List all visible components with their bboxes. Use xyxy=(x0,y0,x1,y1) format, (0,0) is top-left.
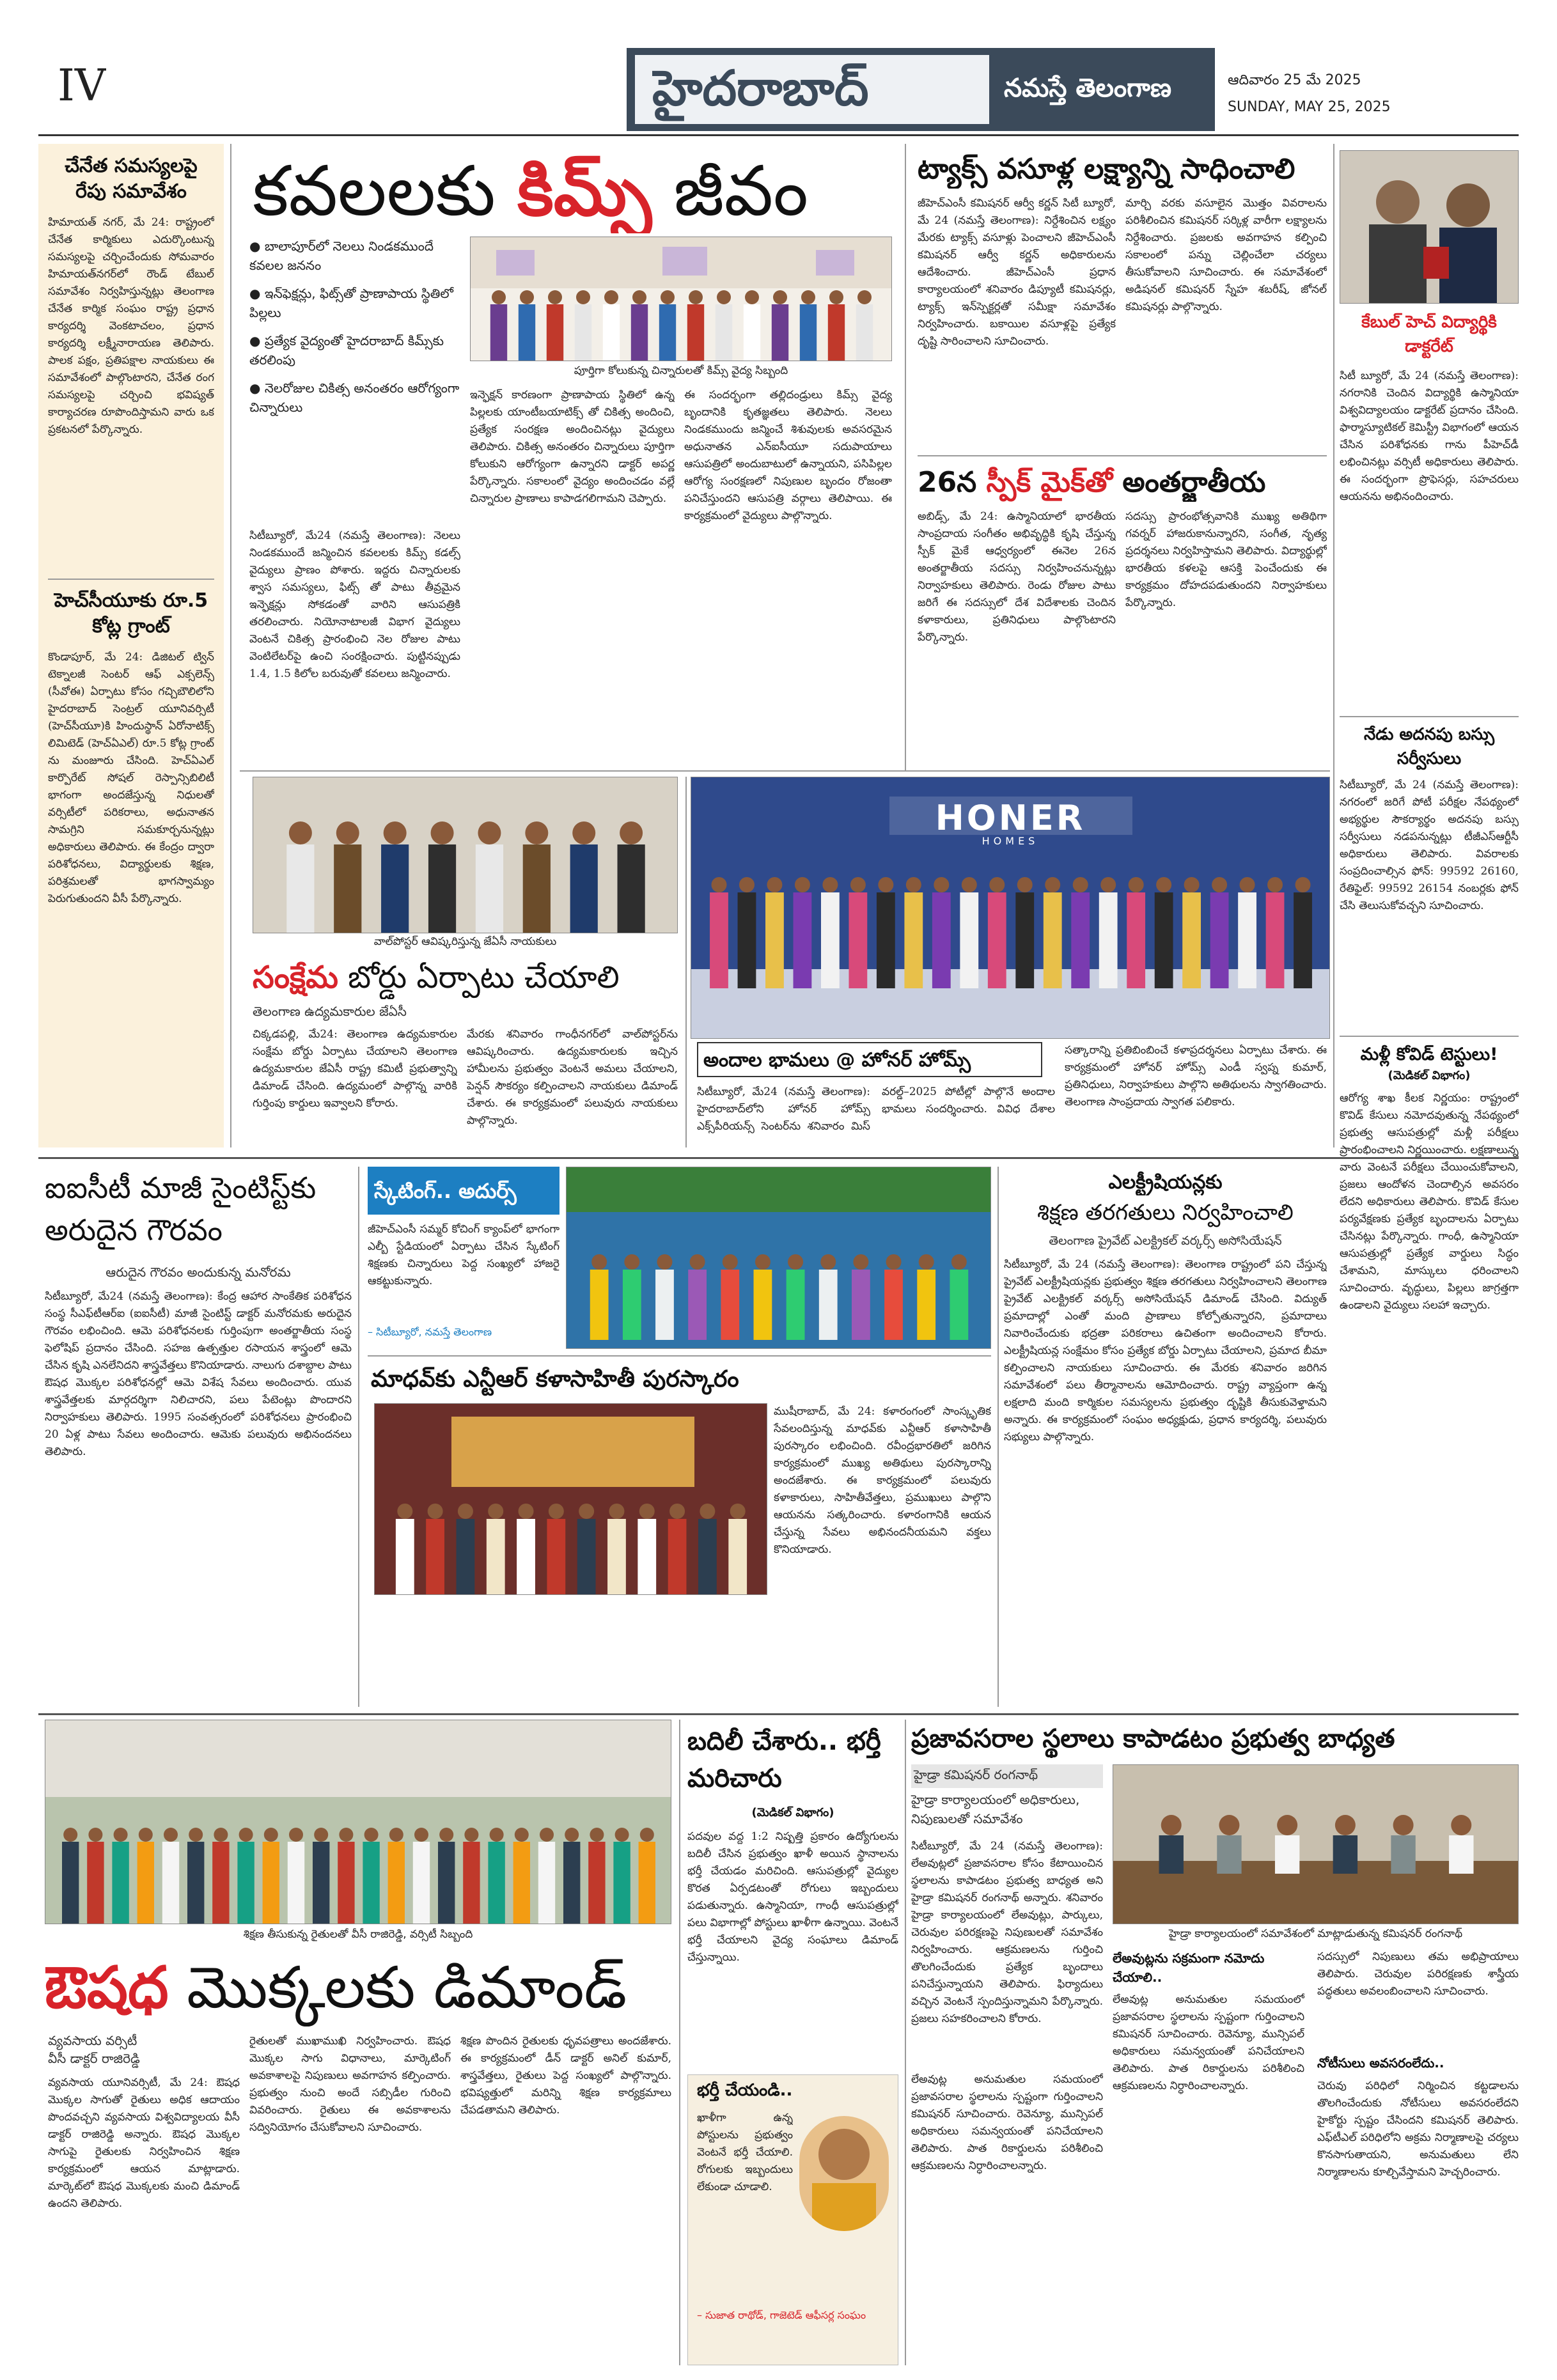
photo-figure-head xyxy=(214,1828,228,1842)
photo-figure-head xyxy=(88,1828,102,1842)
photo-figure xyxy=(463,1842,480,1924)
transfer-box-title: భర్తీ చేయండి.. xyxy=(697,2081,793,2100)
photo-figure xyxy=(547,1519,565,1595)
photo-figure-head xyxy=(549,1504,564,1519)
photo-figure xyxy=(603,304,620,361)
lakes-headline: ప్రజావసరాల స్థలాలు కాపాడటం ప్రభుత్వ బాధ్యత xyxy=(911,1724,1395,1754)
photo-figure-head xyxy=(389,1828,403,1842)
transfer-body: పదవుల వద్ద 1:2 నిష్పత్తి ప్రకారం ఉద్యోగులను బదిలీ చేసిన ప్రభుత్వం ఖాళీ అయిన స్థానాలను భర్తీ చేయడం మరిచింది. ఆసుపత్రుల్లో వైద్యుల కొరత ఏర్పడటంతో రోగులు ఇబ్బందులు పడుతున్నారు. ఉస్మానియా, గాంధీ ఆసుపత్రుల్లో పలు విభాగాల్లో పోస్టులు ఖాళీగా ఉన్నాయి. వెంటనే భర్తీ చేయాలని వైద్య సంఘాలు డిమాండ్ చేస్తున్నాయి. xyxy=(687,1830,898,1964)
ayush-headline xyxy=(45,1950,671,2026)
lakes-col-2: లేఅవుట్ల అనుమతుల సమయంలో ప్రజావసరాల స్థలాలను స్పష్టంగా గుర్తించాలని కమిషనర్ సూచించారు. రెవెన్యూ, మున్సిపల్ అధికారులు సమన్వయంతో పనిచేయాలని తెలిపారు. పాత రికార్డులను పరిశీలించి ఆక్రమణలను నిర్ధారించాలన్నారు. xyxy=(1113,1993,1304,2092)
photo-figure-head xyxy=(239,1828,253,1842)
photo-figure xyxy=(1182,892,1201,988)
right-headline-1: కేబుల్ హెచ్ విద్యార్థికి డాక్టరేట్ xyxy=(1361,313,1497,356)
photo-figure-head xyxy=(829,290,843,304)
lakes-box-title: లేఅవుట్లను సక్రమంగా నమోదు చేయాలి.. xyxy=(1113,1950,1265,1985)
photo-figure xyxy=(396,1519,414,1595)
photo-figure xyxy=(547,304,563,361)
photo-figure-head xyxy=(1017,877,1033,892)
photo-figure xyxy=(786,1270,805,1340)
photo-figure-head xyxy=(572,821,595,844)
electric-subhead: తెలంగాణ ప్రైవేట్ ఎలక్ట్రికల్ వర్కర్స్ అసోసియేషన్ xyxy=(1049,1234,1282,1248)
kims-bullet: ప్రత్యేక వైద్యంతో హైదరాబాద్ కిమ్స్‌కు తరలింపు xyxy=(249,333,444,368)
photo-figure-head xyxy=(711,877,726,892)
tax-col-1: జీహెచ్ఎంసీ కమిషనర్ ఆర్వీ కర్ణన్ సిటీ బ్యూరో, మే 24 (నమస్తే తెలంగాణ): నిర్దేశించిన లక్ష్యం మేరకు ట్యాక్స్ వసూళ్లు పెంచాలని జీహెచ్‌ఎంసీ కమిషనర్ ఆర్వీ కర్ణన్ అధికారులను ఆదేశించారు. జీహెచ్‌ఎంసీ ప్రధాన కార్యాలయంలో శనివారం డిప్యూటీ కమిషనర్లు, ట్యాక్స్ ఇన్‌స్పెక్టర్లతో సమీక్షా సమావేశం నిర్వహించారు. బకాయిల వసూళ్లపై ప్రత్యేక దృష్టి సారించాలని సూచించారు. xyxy=(918,197,1116,348)
photo-figure xyxy=(570,844,598,933)
page-number: IV xyxy=(58,61,106,111)
photo-figure-head xyxy=(458,1504,473,1519)
photo-figure-head xyxy=(519,1504,534,1519)
photo-figure xyxy=(721,1270,739,1340)
photo-figure-head xyxy=(515,1828,529,1842)
photo-figure-head xyxy=(723,1254,738,1270)
photo-figure-head xyxy=(384,821,407,844)
iict-subhead: ఆరుదైన గౌరవం అందుకున్న మనోరమ xyxy=(106,1264,291,1280)
photo-figure-head xyxy=(1161,1815,1182,1835)
photo-figure-head xyxy=(1219,1815,1239,1835)
photo-figure-head xyxy=(609,1504,624,1519)
photo-figure-head xyxy=(604,290,618,304)
speak-headline-b: స్పీక్ మైక్‌తో xyxy=(986,466,1113,499)
photo-figure xyxy=(852,1270,870,1340)
photo-figure-head xyxy=(700,1504,715,1519)
photo-figure-head xyxy=(339,1828,353,1842)
photo-figure-head xyxy=(689,290,703,304)
right-headline-2: నేడు అదనపు బస్సు సర్వీసులు xyxy=(1363,725,1495,768)
photo-figure xyxy=(698,1519,717,1595)
photo-figure xyxy=(618,844,645,933)
kims-headline-a: కవలలకు xyxy=(253,152,496,231)
photo-figure xyxy=(212,1842,229,1924)
photo-figure-head xyxy=(1045,877,1060,892)
madhav-headline: మాధవ్‌కు ఎన్టీఆర్ కళాసాహితీ పురస్కారం xyxy=(371,1366,739,1392)
kims-col-3: ఈ సందర్భంగా తల్లిదండ్రులు కిమ్స్ వైద్య బృందానికి కృతజ్ఞతలు తెలిపారు. నెలలు నిండకముందు జన్మించే శిశువులకు అవసరమైన అధునాతన ఎన్‌ఐసీయూ సదుపాయాలు ఆసుపత్రిలో అందుబాటులో ఉన్నాయని, పసిపిల్లల ఆరోగ్య సంరక్షణలో నిపుణుల బృందం రోజంతా పనిచేస్తుందని ఆసుపత్రి వర్గాలు తెలిపాయి. ఈ కార్యక్రమంలో వైద్యులు పాల్గొన్నారు. xyxy=(684,389,892,522)
kims-bullets: ● బాలాపూర్‌లో నెలలు నిండకముందే కవలల జననం ● ఇన్‌ఫెక్షన్లు, ఫిట్స్‌తో ప్రాణాపాయ స్థితిలో పిల్లలు ● ప్రత్యేక వైద్యంతో హైదరాబాద్ కిమ్స్‌కు తరలింపు ● నెలరోజుల చికిత్స అనంతరం ఆరోగ్యంగా చిన్నారులు xyxy=(249,238,460,415)
photo-figure-head xyxy=(906,877,921,892)
welfare-col-1: చిక్కడపల్లి, మే24: తెలంగాణ ఉద్యమకారుల సంక్షేమ బోర్డు ఏర్పాటు చేయాలని తెలంగాణ ఉద్యమకారుల జేఏసీ రాష్ట్ర కమిటీ ప్రభుత్వాన్ని డిమాండ్ చేసింది. ఉద్యమంలో పాల్గొన్న వారికి గుర్తింపు కార్డులు ఇవ్వాలని కోరారు. xyxy=(253,1028,457,1110)
photo-figure-head xyxy=(822,877,838,892)
welfare-headline-b: బోర్డు ఏర్పాటు చేయాలి xyxy=(348,960,620,995)
tax-col-2: మార్చి వరకు వసూలైన మొత్తం వివరాలను పరిశీలించిన కమిషనర్ సర్కిళ్ల వారీగా లక్ష్యాలను నిర్దేశించారు. ప్రజలకు అవగాహన కల్పించి సకాలంలో పన్ను చెల్లించేలా చర్యలు తీసుకోవాలని సూచించారు. ఈ సమావేశంలో అడిషనల్ కమిషనర్ స్నేహ శబరీష్, జోనల్ కమిషనర్లు పాల్గొన్నారు. xyxy=(1125,197,1327,313)
photo-figure-head xyxy=(1393,1815,1414,1835)
photo-figure xyxy=(613,1842,630,1924)
photo-figure-head xyxy=(364,1828,379,1842)
photo-figure xyxy=(62,1842,79,1924)
madhav-photo xyxy=(374,1403,767,1595)
city-title: హైదరాబాద్ xyxy=(652,59,869,116)
photo-figure-head xyxy=(624,1254,639,1270)
photo-figure-head xyxy=(591,1254,607,1270)
photo-figure xyxy=(112,1842,129,1924)
photo-figure-head xyxy=(520,290,534,304)
ayush-col-3: శిక్షణ పొందిన రైతులకు ధృవపత్రాలు అందజేశారు. ఈ కార్యక్రమంలో డీన్ డాక్టర్ అనిల్ కుమార్, శాస్త్రవేత్తలు, రైతులు పెద్ద సంఖ్యలో పాల్గొన్నారు. భవిష్యత్తులో మరిన్ని శిక్షణ కార్యక్రమాలు చేపడతామని తెలిపారు. xyxy=(460,2035,671,2117)
lakes-col-3: సదస్సులో నిపుణులు తమ అభిప్రాయాలు తెలిపారు. చెరువుల పరిరక్షణకు శాస్త్రీయ పద్ధతులు అవలంబించాలని సూచించారు. xyxy=(1317,1950,1519,1998)
photo-figure xyxy=(388,1842,405,1924)
photo-figure-head xyxy=(657,1254,672,1270)
photo-figure xyxy=(338,1842,354,1924)
photo-figure xyxy=(716,304,732,361)
photo-figure-head xyxy=(1267,877,1283,892)
photo-figure xyxy=(800,304,817,361)
speak-col-1: అబిడ్స్, మే 24: ఉస్మానియాలో భారతీయ సాంప్రదాయ సంగీతం అభివృద్ధికి కృషి చేస్తున్న స్పీక్ మైకే ఆధ్వర్యంలో ఈనెల 26న అంతర్జాతీయ సదస్సు నిర్వహించనున్నట్లు నిర్వాహకులు తెలిపారు. రెండు రోజుల పాటు జరిగే ఈ సదస్సులో దేశ విదేశాలకు చెందిన కళాకారులు, ప్రతినిధులు పాల్గొంటారని పేర్కొన్నారు. xyxy=(918,510,1116,644)
photo-figure-head xyxy=(439,1828,453,1842)
photo-figure xyxy=(1275,1835,1299,1874)
welfare-headline-a: సంక్షేమ xyxy=(253,960,338,995)
photo-figure-head xyxy=(289,1828,303,1842)
photo-figure xyxy=(1238,892,1256,988)
kims-bullet: నెలరోజుల చికిత్స అనంతరం ఆరోగ్యంగా చిన్నారులు xyxy=(249,380,460,415)
photo-figure xyxy=(710,892,728,988)
ayush-photo xyxy=(45,1720,671,1924)
photo-figure xyxy=(538,1842,555,1924)
photo-figure xyxy=(487,1519,505,1595)
photo-figure-head xyxy=(669,1504,685,1519)
photo-figure xyxy=(655,1270,674,1340)
ayush-col-1: వ్యవసాయ యూనివర్సిటీ, మే 24: ఔషధ మొక్కల సాగుతో రైతులు అధిక ఆదాయం పొందవచ్చని వ్యవసాయ విశ్వవిద్యాలయ వీసీ డాక్టర్ రాజిరెడ్డి అన్నారు. ఔషధ మొక్కల సాగుపై రైతులకు నిర్వహించిన శిక్షణ కార్యక్రమంలో ఆయన మాట్లాడారు. మార్కెట్‌లో ఔషధ మొక్కలకు మంచి డిమాండ్ ఉందని తెలిపారు. xyxy=(48,2076,240,2210)
kims-photo xyxy=(470,237,892,361)
photo-figure-head xyxy=(565,1828,579,1842)
right-tag-3: (మెడికల్ విభాగం) xyxy=(1388,1069,1471,1082)
photo-figure xyxy=(1217,1835,1241,1874)
electric-body: సిటీబ్యూరో, మే 24 (నమస్తే తెలంగాణ): తెలంగాణ రాష్ట్రంలో పని చేస్తున్న ప్రైవేట్ ఎలక్ట్రీషియన్లకు ప్రభుత్వం శిక్షణ తరగతులు నిర్వహించాలని తెలంగాణ ప్రైవేట్ ఎలక్ట్రికల్ వర్కర్స్ అసోసియేషన్ డిమాండ్ చేసింది. విద్యుత్ ప్రమాదాల్లో ఎంతో మంది ప్రాణాలు కోల్పోతున్నారని, ప్రమాదాలు నివారించేందుకు భద్రతా పరికరాలు ఉచితంగా అందించాలని కోరారు. ఎలక్ట్రీషియన్ల సంక్షేమం కోసం ప్రత్యేక బోర్డు ఏర్పాటు చేయాలని, ప్రమాద బీమా కల్పించాలని నాయకులు సూచించారు. ఈ మేరకు శనివారం జరిగిన సమావేశంలో పలు తీర్మానాలను ఆమోదించారు. రాష్ట్ర వ్యాప్తంగా ఉన్న లక్షలాది మంది కార్మికుల సమస్యలను ప్రభుత్వం దృష్టికి తీసుకువెళ్తామని అన్నారు. ఈ కార్యక్రమంలో సంఘం అధ్యక్షుడు, ప్రధాన కార్యదర్శి, పలువురు సభ్యులు పాల్గొన్నారు. xyxy=(1004,1258,1327,1443)
lakes-col-4: చెరువు పరిధిలో నిర్మించిన కట్టడాలను తొలగించేందుకు నోటీసులు అవసరంలేదని హైకోర్టు స్పష్టం చేసిందని కమిషనర్ తెలిపారు. ఎఫ్‌టీఎల్ పరిధిలోని అక్రమ నిర్మాణాలపై చర్యలు కొనసాగుతాయని, అనుమతులు లేని నిర్మాణాలను కూల్చివేస్తామని హెచ్చరించారు. xyxy=(1317,2080,1519,2179)
transfer-box-credit: – సుజాత రాథోడ్, గాజెటెడ్ ఆఫీసర్ల సంఘం xyxy=(697,2309,866,2321)
speak-col-2: సదస్సు ప్రారంభోత్సవానికి ముఖ్య అతిథిగా గవర్నర్ హాజరుకానున్నారని, సంగీత, నృత్య ప్రదర్శనలు నిర్వహిస్తామని తెలిపారు. విద్యార్థుల్లో భారతీయ కళలపై ఆసక్తి పెంచేందుకు ఈ కార్యక్రమం దోహదపడుతుందని నిర్వాహకులు పేర్కొన్నారు. xyxy=(1125,510,1327,609)
photo-figure-head xyxy=(615,1828,629,1842)
lakes-photo xyxy=(1113,1764,1519,1924)
honer-logo: HONER xyxy=(935,798,1086,836)
photo-figure xyxy=(1155,892,1173,988)
photo-figure xyxy=(381,844,409,933)
left-article-2: కొండాపూర్, మే 24: డిజిటల్ ట్విన్ టెక్నాలజీ సెంటర్ ఆఫ్ ఎక్సలెన్స్ (సీవోఈ) ఏర్పాటు కోసం గచ్చిబౌలిలోని హైదరాబాద్ సెంట్రల్ యూనివర్సిటీ (హెచ్‌సీయూ)కి హిందుస్థాన్ ఏరోనాటిక్స్ లిమిటెడ్ (హెచ్‌ఏఎల్) రూ.5 కోట్ల గ్రాంట్ ను మంజూరు చేసింది. హెచ్‌ఏఎల్ కార్పొరేట్ సోషల్ రెస్పాన్సిబిలిటీ భాగంగా అందజేస్తున్న నిధులతో వర్సిటీలో పరికరాలు, అధునాతన సామగ్రిని సమకూర్చనున్నట్లు అధికారులు తెలిపారు. ఈ కేంద్రం ద్వారా పరిశోధనలు, విద్యార్థులకు శిక్షణ, పరిశ్రమలతో భాగస్వామ్యం పెరుగుతుందని వీసీ పేర్కొన్నారు. xyxy=(48,651,214,905)
photo-figure xyxy=(162,1842,179,1924)
honer-headline: అందాల భామలు @ హోనర్ హోమ్స్ xyxy=(703,1049,971,1071)
photo-figure-head xyxy=(850,877,866,892)
photo-figure xyxy=(932,892,951,988)
photo-figure xyxy=(728,1519,747,1595)
skating-photo xyxy=(566,1167,991,1349)
photo-figure xyxy=(590,1270,609,1340)
photo-figure xyxy=(794,892,812,988)
photo-figure xyxy=(438,1842,455,1924)
lakes-col-1: సిటీబ్యూరో, మే 24 (నమస్తే తెలంగాణ): లేఅవుట్లలో ప్రజావసరాల కోసం కేటాయించిన స్థలాలను కాపాడటం ప్రభుత్వ బాధ్యత అని హైడ్రా కమిషనర్ రంగనాథ్ అన్నారు. శనివారం హైడ్రా కార్యాలయంలో లేఅవుట్లు, పార్కులు, చెరువుల పరిరక్షణపై నిపుణులతో సమావేశం నిర్వహించారు. ఆక్రమణలను గుర్తించి తొలగించేందుకు ప్రత్యేక బృందాలు పనిచేస్తున్నాయని తెలిపారు. ఫిర్యాదులు వచ్చిన వెంటనే స్పందిస్తున్నామని పేర్కొన్నారు. ప్రజలు సహకరించాలని కోరారు. xyxy=(911,1840,1103,2025)
photo-figure xyxy=(631,304,648,361)
photo-figure xyxy=(754,1270,772,1340)
speak-headline-c: అంతర్జాతీయ xyxy=(1122,466,1266,499)
ayush-sub-2: వీసీ డాక్టర్ రాజిరెడ్డి xyxy=(48,2051,140,2066)
photo-figure xyxy=(87,1842,104,1924)
photo-figure xyxy=(828,304,845,361)
photo-figure xyxy=(884,1270,903,1340)
photo-figure-head xyxy=(1073,877,1088,892)
photo-figure-head xyxy=(1335,1815,1356,1835)
speak-headline xyxy=(918,463,1327,502)
photo-figure-head xyxy=(114,1828,128,1842)
photo-figure-head xyxy=(632,290,646,304)
paper-name: నమస్తే తెలంగాణ xyxy=(1004,74,1172,103)
photo-figure xyxy=(877,892,895,988)
photo-figure-head xyxy=(478,821,501,844)
photo-figure-head xyxy=(525,821,548,844)
right-article-1: సిటీ బ్యూరో, మే 24 (నమస్తే తెలంగాణ): నగరానికి చెందిన విద్యార్థికి ఉస్మానియా విశ్వవిద్యాలయం డాక్టరేట్ ప్రదానం చేసింది. ఫార్మాస్యూటికల్ కెమిస్ట్రీ విభాగంలో ఆయన చేసిన పరిశోధనకు గాను పీహెచ్‌డీ లభించినట్లు వర్సిటీ అధికారులు తెలిపారు. ఈ సందర్భంగా ప్రొఫెసర్లు, సహచరులు ఆయనను అభినందించారు. xyxy=(1340,369,1519,503)
kims-headline-b: కిమ్స్ xyxy=(517,152,652,231)
photo-figure-head xyxy=(640,1828,654,1842)
photo-figure xyxy=(428,844,456,933)
photo-figure-head xyxy=(1277,1815,1297,1835)
photo-figure xyxy=(577,1519,596,1595)
photo-figure-head xyxy=(773,290,787,304)
honer-logo-sub: HOMES xyxy=(982,835,1039,847)
photo-figure xyxy=(623,1270,641,1340)
skating-credit: – సిటీబ్యూరో, నమస్తే తెలంగాణ xyxy=(368,1326,492,1338)
right-headline-3: మళ్లీ కోవిడ్ టెస్టులు! xyxy=(1360,1045,1498,1064)
photo-figure xyxy=(288,1842,304,1924)
photo-figure-head xyxy=(414,1828,428,1842)
lakes-sub-2: హైడ్రా కార్యాలయంలో అధికారులు, నిపుణులతో సమావేశం xyxy=(911,1792,1080,1826)
photo-figure xyxy=(607,1519,626,1595)
photo-figure xyxy=(744,304,760,361)
transfer-headline: బదిలీ చేశారు.. భర్తీ మరిచారు xyxy=(687,1727,881,1793)
kims-col-1: సిటీబ్యూరో, మే24 (నమస్తే తెలంగాణ): నెలలు నిండకముందే జన్మించిన కవలలకు కిమ్స్ కడల్స్ వైద్యులు ప్రాణం పోశారు. ఇద్దరు చిన్నారులకు శ్వాస సమస్యలు, ఫిట్స్ తో పాటు తీవ్రమైన ఇన్ఫెక్షన్లు సోకడంతో వారిని ఆసుపత్రికి తరలించారు. నియోనాటాలజీ విభాగ వైద్యులు వెంటనే చికిత్స ప్రారంభించి నెల రోజుల పాటు వెంటిలేటర్‌పై ఉంచి సంరక్షించారు. పుట్టినప్పుడు 1.4, 1.5 కిలోల బరువుతో కవలలు జన్మించారు. xyxy=(249,529,460,680)
photo-figure-head xyxy=(934,877,949,892)
photo-figure xyxy=(1266,892,1285,988)
photo-figure xyxy=(575,304,591,361)
photo-figure xyxy=(488,1842,505,1924)
photo-figure-head xyxy=(336,821,359,844)
welfare-subhead: తెలంగాణ ఉద్యమకారుల జేఏసీ xyxy=(253,1004,407,1019)
photo-figure xyxy=(1015,892,1034,988)
photo-figure xyxy=(588,1842,605,1924)
photo-figure-head xyxy=(164,1828,178,1842)
photo-figure xyxy=(263,1842,279,1924)
ayush-headline-b: మొక్కలకు డిమాండ్ xyxy=(187,1954,627,2021)
welfare-photo xyxy=(253,777,678,933)
kims-col-2: ఇన్ఫెక్షన్ కారణంగా ప్రాణాపాయ స్థితిలో ఉన్న పిల్లలకు యాంటీబయాటిక్స్ తో చికిత్స అందించి, ప్రత్యేక సంరక్షణ అందించినట్లు వైద్యులు తెలిపారు. చికిత్స అనంతరం చిన్నారులు పూర్తిగా కోలుకుని ఆరోగ్యంగా ఉన్నారని డాక్టర్ అపర్ణ పేర్కొన్నారు. సకాలంలో వైద్యం అందించడం వల్లే చిన్నారుల ప్రాణాలు కాపాడగలిగామని చెప్పారు. xyxy=(470,389,675,505)
skating-text: జీహెచ్‌ఎంసీ సమ్మర్ కోచింగ్ క్యాంప్‌లో భాగంగా ఎల్బీ స్టేడియంలో ఏర్పాటు చేసిన స్కేటింగ్ శిక్షణకు చిన్నారులు పెద్ద సంఖ్యలో హాజరై ఆకట్టుకున్నారు. xyxy=(368,1223,559,1287)
photo-figure-head xyxy=(289,821,312,844)
photo-figure-head xyxy=(490,1828,504,1842)
welfare-col-2: మేరకు శనివారం గాంధీనగర్‌లో వాల్‌పోస్టర్‌ను ఆవిష్కరించారు. ఉద్యమకారులకు ఇచ్చిన హామీలను ప్రభుత్వం వెంటనే అమలు చేయాలని, పెన్షన్ సౌకర్యం కల్పించాలని నాయకులు డిమాండ్ చేశారు. ఈ కార్యక్రమంలో పలువురు నాయకులు పాల్గొన్నారు. xyxy=(467,1028,678,1127)
photo-figure xyxy=(659,304,676,361)
photo-figure-head xyxy=(314,1828,328,1842)
photo-figure xyxy=(286,844,314,933)
date-english: SUNDAY, MAY 25, 2025 xyxy=(1228,99,1391,115)
welfare-headline xyxy=(253,956,678,999)
photo-figure-head xyxy=(788,1254,803,1270)
photo-figure-head xyxy=(717,290,731,304)
photo-figure-head xyxy=(431,821,454,844)
photo-figure-head xyxy=(464,1828,478,1842)
photo-figure xyxy=(639,1842,655,1924)
photo-figure-head xyxy=(690,1254,705,1270)
left-headline-1: చేనేత సమస్యలపై రేపు సమావేశం xyxy=(65,155,198,203)
photo-figure-head xyxy=(878,877,893,892)
photo-figure xyxy=(638,1519,656,1595)
photo-figure-head xyxy=(820,1254,836,1270)
photo-figure-head xyxy=(795,877,810,892)
photo-figure xyxy=(917,1270,935,1340)
transfer-tag: (మెడికల్ విభాగం) xyxy=(751,1806,834,1819)
photo-figure-head xyxy=(189,1828,203,1842)
electric-kicker: ఎలక్ట్రీషియన్లకు xyxy=(1108,1171,1223,1194)
photo-figure xyxy=(772,304,788,361)
lakes-photo-caption: హైడ్రా కార్యాలయంలో సమావేశంలో మాట్లాడుతున్న కమిషనర్ రంగనాథ్ xyxy=(1168,1927,1463,1940)
photo-figure-head xyxy=(63,1828,77,1842)
honer-col-1: సిటీబ్యూరో, మే24 (నమస్తే తెలంగాణ): హైదరాబాద్‌లోని హోనర్ హోమ్స్ ఎక్స్‌పీరియన్స్ సెంటర్‌ను శనివారం మిస్ వరల్డ్–2025 పోటీల్లో పాల్గొనే అందాల భామలు సందర్శించారు. వివిధ దేశాల xyxy=(697,1085,1055,1133)
photo-figure xyxy=(960,892,978,988)
photo-figure-head xyxy=(579,1504,594,1519)
photo-figure-head xyxy=(1184,877,1200,892)
photo-figure-head xyxy=(739,877,755,892)
electric-headline: శిక్షణ తరగతులు నిర్వహించాలి xyxy=(1037,1200,1294,1225)
photo-figure-head xyxy=(540,1828,554,1842)
ayush-sub-1: వ్యవసాయ వర్సిటీ xyxy=(48,2033,137,2048)
lakes-box2-title: నోటీసులు అవసరంలేదు.. xyxy=(1317,2055,1444,2071)
photo-figure-head xyxy=(730,1504,746,1519)
photo-figure xyxy=(1294,892,1312,988)
photo-figure xyxy=(1159,1835,1184,1874)
photo-figure-head xyxy=(1129,877,1144,892)
photo-figure-head xyxy=(745,290,759,304)
photo-figure-head xyxy=(1156,877,1171,892)
photo-figure xyxy=(187,1842,204,1924)
photo-figure-head xyxy=(755,1254,771,1270)
kims-photo-caption: పూర్తిగా కోలుకున్న చిన్నారులతో కిమ్స్ వైద్య సిబ్బంది xyxy=(574,364,788,377)
photo-figure xyxy=(738,892,756,988)
photo-figure xyxy=(988,892,1006,988)
iict-body: సిటీబ్యూరో, మే24 (నమస్తే తెలంగాణ): కేంద్ర ఆహార సాంకేతిక పరిశోధన సంస్థ సీఎఫ్‌టీఆర్ఐ (ఐఐసీటీ) మాజీ సైంటిస్ట్ డాక్టర్ మనోరమకు అరుదైన గౌరవం లభించింది. ఆమె పరిశోధనలకు గుర్తింపుగా అంతర్జాతీయ సంస్థ ఫెలోషిప్ ప్రదానం చేసింది. సహజ ఉత్పత్తుల రసాయన శాస్త్రంలో ఆమె చేసిన కృషి ఎనలేనిదని శాస్త్రవేత్తలు కొనియాడారు. నాలుగు దశాబ్దాల పాటు ఔషధ మొక్కల పరిశోధనల్లో ఆమె విశేష సేవలు అందించారు. యువ శాస్త్రవేత్తలకు మార్గదర్శిగా నిలిచారని, పలు పేటెంట్లు పొందారని నిర్వాహకులు తెలిపారు. 1995 సంవత్సరంలో పరిశోధనలు ప్రారంభించి 20 ఏళ్ల పాటు సేవలు అందించారు. ఆమెకు పలువురు అభినందనలు తెలిపారు. xyxy=(45,1290,352,1458)
left-article-1: హిమాయత్ నగర్, మే 24: రాష్ట్రంలో చేనేత కార్మికులు ఎదుర్కొంటున్న సమస్యలపై చర్చించేందుకు సోమవారం హిమాయత్‌నగర్‌లో రౌండ్ టేబుల్ సమావేశం నిర్వహిస్తున్నట్లు తెలంగాణ చేనేత కార్మిక సంఘం రాష్ట్ర ప్రధాన కార్యదర్శి వెంకటాచలం, ప్రధాన కార్యదర్శి లక్ష్మీనారాయణ తెలిపారు. పాలక పక్షం, ప్రతిపక్షాల నాయకులు ఈ సమావేశంలో పాల్గొంటారని, చేనేత రంగ సమస్యలపై చర్చించి భవిష్యత్ కార్యాచరణ రూపొందిస్తామని వారు ఒక ప్రకటనలో పేర్కొన్నారు. xyxy=(48,216,214,436)
photo-figure-head xyxy=(428,1504,443,1519)
photo-figure xyxy=(519,304,535,361)
photo-figure xyxy=(904,892,923,988)
madhav-body: ముషీరాబాద్, మే 24: కళారంగంలో సాంస్కృతిక సేవలందిస్తున్న మాధవ్‌కు ఎన్టీఆర్ కళాసాహితీ పురస్కారం లభించింది. రవీంద్రభారతిలో జరిగిన కార్యక్రమంలో ముఖ్య అతిథులు పురస్కారాన్ని అందజేశారు. ఈ కార్యక్రమంలో పలువురు కళాకారులు, సాహితీవేత్తలు, ప్రముఖులు పాల్గొని ఆయనను సత్కరించారు. కళారంగానికి ఆయన చేస్తున్న సేవలు అభినందనీయమని వక్తలు కొనియాడారు. xyxy=(774,1405,991,1556)
photo-figure xyxy=(856,304,873,361)
photo-figure xyxy=(1127,892,1145,988)
photo-figure-head xyxy=(492,290,506,304)
date-telugu: ఆదివారం 25 మే 2025 xyxy=(1228,72,1361,88)
photo-figure xyxy=(237,1842,254,1924)
photo-figure xyxy=(668,1519,687,1595)
photo-figure-head xyxy=(1240,877,1255,892)
photo-figure xyxy=(523,844,551,933)
photo-figure-head xyxy=(801,290,815,304)
photo-figure xyxy=(363,1842,379,1924)
photo-figure xyxy=(313,1842,329,1924)
kims-bullet: ఇన్‌ఫెక్షన్లు, ఫిట్స్‌తో ప్రాణాపాయ స్థితిలో పిల్లలు xyxy=(249,286,454,320)
photo-figure xyxy=(1044,892,1062,988)
doctorate-photo xyxy=(1340,150,1519,304)
photo-figure xyxy=(1333,1835,1357,1874)
photo-figure xyxy=(137,1842,154,1924)
photo-figure xyxy=(490,304,507,361)
photo-figure-head xyxy=(139,1828,153,1842)
photo-figure xyxy=(563,1842,580,1924)
skating-title: స్కేటింగ్.. అదుర్స్ xyxy=(374,1179,517,1203)
speak-headline-a: 26న xyxy=(918,466,977,499)
photo-figure xyxy=(513,1842,530,1924)
ayush-photo-caption: శిక్షణ తీసుకున్న రైతులతో వీసీ రాజిరెడ్డి, వర్సిటీ సిబ్బంది xyxy=(243,1928,473,1941)
photo-figure-head xyxy=(576,290,590,304)
photo-figure xyxy=(950,1270,968,1340)
right-article-2: సిటీబ్యూరో, మే 24 (నమస్తే తెలంగాణ): నగరంలో జరిగే పోటీ పరీక్షల నేపథ్యంలో అభ్యర్థుల సౌకర్యార్థం అదనపు బస్సు సర్వీసులు నడపనున్నట్లు టీజీఎస్ఆర్టీసీ అధికారులు తెలిపారు. వివరాలకు సంప్రదించాల్సిన ఫోన్: 99592 26160, రేతిఫైల్: 99592 26154 నంబర్లకు ఫోన్ చేసి తెలుసుకోవచ్చని సూచించారు. xyxy=(1340,779,1519,912)
photo-figure xyxy=(1391,1835,1415,1874)
transfer-box-text: ఖాళీగా ఉన్న పోస్టులను ప్రభుత్వం వెంటనే భర్తీ చేయాలి. రోగులకు ఇబ్బందులు లేకుండా చూడాలి. xyxy=(697,2112,793,2193)
photo-figure-head xyxy=(919,1254,934,1270)
photo-figure xyxy=(1099,892,1118,988)
lakes-sub-1: హైడ్రా కమిషనర్ రంగనాథ్ xyxy=(911,1764,1103,1788)
tax-headline: ట్యాక్స్ వసూళ్ల లక్ష్యాన్ని సాధించాలి xyxy=(918,153,1295,185)
photo-figure-head xyxy=(1451,1815,1471,1835)
photo-figure-head xyxy=(639,1504,655,1519)
photo-figure-head xyxy=(1212,877,1227,892)
welfare-photo-caption: వాల్‌పోస్టర్ ఆవిష్కరిస్తున్న జేఏసీ నాయకులు xyxy=(373,935,557,948)
photo-figure xyxy=(821,892,840,988)
photo-figure-head xyxy=(488,1504,503,1519)
photo-figure-head xyxy=(886,1254,902,1270)
ayush-col-2: రైతులతో ముఖాముఖి నిర్వహించారు. ఔషధ మొక్కల సాగు విధానాలు, మార్కెటింగ్ అవకాశాలపై నిపుణులు అవగాహన కల్పించారు. ప్రభుత్వం నుంచి అందే సబ్సిడీల గురించి వివరించారు. రైతులు ఈ అవకాశాలను సద్వినియోగం చేసుకోవాలని సూచించారు. xyxy=(249,2035,451,2134)
kims-headline xyxy=(253,150,898,233)
photo-figure-head xyxy=(1100,877,1116,892)
right-article-3: ఆరోగ్య శాఖ కీలక నిర్ణయం: రాష్ట్రంలో కొవిడ్ కేసులు నమోదవుతున్న నేపథ్యంలో ప్రభుత్వ ఆసుపత్రుల్లో మళ్లీ పరీక్షలు ప్రారంభించాలని నిర్ణయించారు. లక్షణాలున్న వారు వెంటనే పరీక్షలు చేయించుకోవాలని, ప్రజలు ఆందోళన చెందాల్సిన అవసరం లేదని అధికారులు తెలిపారు. కొవిడ్ కేసుల పర్యవేక్షణకు ప్రత్యేక బృందాలను ఏర్పాటు చేసినట్లు పేర్కొన్నారు. గాంధీ, ఉస్మానియా ఆసుపత్రుల్లో ప్రత్యేక వార్డులు సిద్ధం చేశామని, మాస్కులు ధరించాలని సూచించారు. వృద్ధులు, పిల్లలు జాగ్రత్తగా ఉండాలని వైద్యులు సలహా ఇచ్చారు. xyxy=(1340,1092,1519,1312)
photo-figure-head xyxy=(397,1504,412,1519)
photo-figure-head xyxy=(264,1828,278,1842)
photo-figure-head xyxy=(548,290,562,304)
photo-figure-head xyxy=(853,1254,868,1270)
photo-figure-head xyxy=(962,877,977,892)
photo-figure xyxy=(687,304,704,361)
photo-figure-head xyxy=(1295,877,1311,892)
photo-figure xyxy=(476,844,503,933)
iict-headline: ఐఐసీటీ మాజీ సైంటిస్ట్‌కు అరుదైన గౌరవం xyxy=(45,1171,317,1247)
photo-figure xyxy=(1210,892,1229,988)
ayush-headline-a: ఔషధ xyxy=(45,1954,169,2021)
photo-figure xyxy=(688,1270,707,1340)
photo-figure xyxy=(1449,1835,1473,1874)
kims-bullet: బాలాపూర్‌లో నెలలు నిండకముందే కవలల జననం xyxy=(249,238,434,273)
kims-headline-c: జీవం xyxy=(673,152,808,231)
left-headline-2: హెచ్‌సీయూకు రూ.5 కోట్ల గ్రాంట్ xyxy=(54,589,208,637)
photo-figure xyxy=(334,844,361,933)
photo-figure-head xyxy=(857,290,872,304)
honer-col-2: సత్కారాన్ని ప్రతిబింబించే కళాప్రదర్శనలు ఏర్పాటు చేశారు. ఈ కార్యక్రమంలో హోనర్ హోమ్స్ ఎండీ స్వప్న కుమార్, ప్రతినిధులు, నిర్వాహకులు పాల్గొని అతిథులను స్వాగతించారు. తెలంగాణ సాంప్రదాయ స్వాగత పలికారు. xyxy=(1065,1044,1327,1108)
photo-figure xyxy=(517,1519,535,1595)
photo-figure xyxy=(457,1519,475,1595)
photo-figure xyxy=(426,1519,444,1595)
photo-figure-head xyxy=(989,877,1005,892)
photo-figure xyxy=(849,892,867,988)
photo-figure-head xyxy=(767,877,782,892)
photo-figure xyxy=(765,892,784,988)
transfer-box-photo xyxy=(799,2116,889,2231)
lakes-col-1b: లేఅవుట్ల అనుమతుల సమయంలో ప్రజావసరాల స్థలాలను స్పష్టంగా గుర్తించాలని కమిషనర్ సూచించారు. రెవెన్యూ, మున్సిపల్ అధికారులు సమన్వయంతో పనిచేయాలని తెలిపారు. పాత రికార్డులను పరిశీలించి ఆక్రమణలను నిర్ధారించాలన్నారు. xyxy=(911,2073,1103,2172)
photo-figure xyxy=(1071,892,1090,988)
photo-figure-head xyxy=(661,290,675,304)
photo-figure-head xyxy=(951,1254,967,1270)
photo-figure-head xyxy=(620,821,643,844)
photo-figure xyxy=(819,1270,838,1340)
photo-figure-head xyxy=(590,1828,604,1842)
photo-figure xyxy=(413,1842,430,1924)
